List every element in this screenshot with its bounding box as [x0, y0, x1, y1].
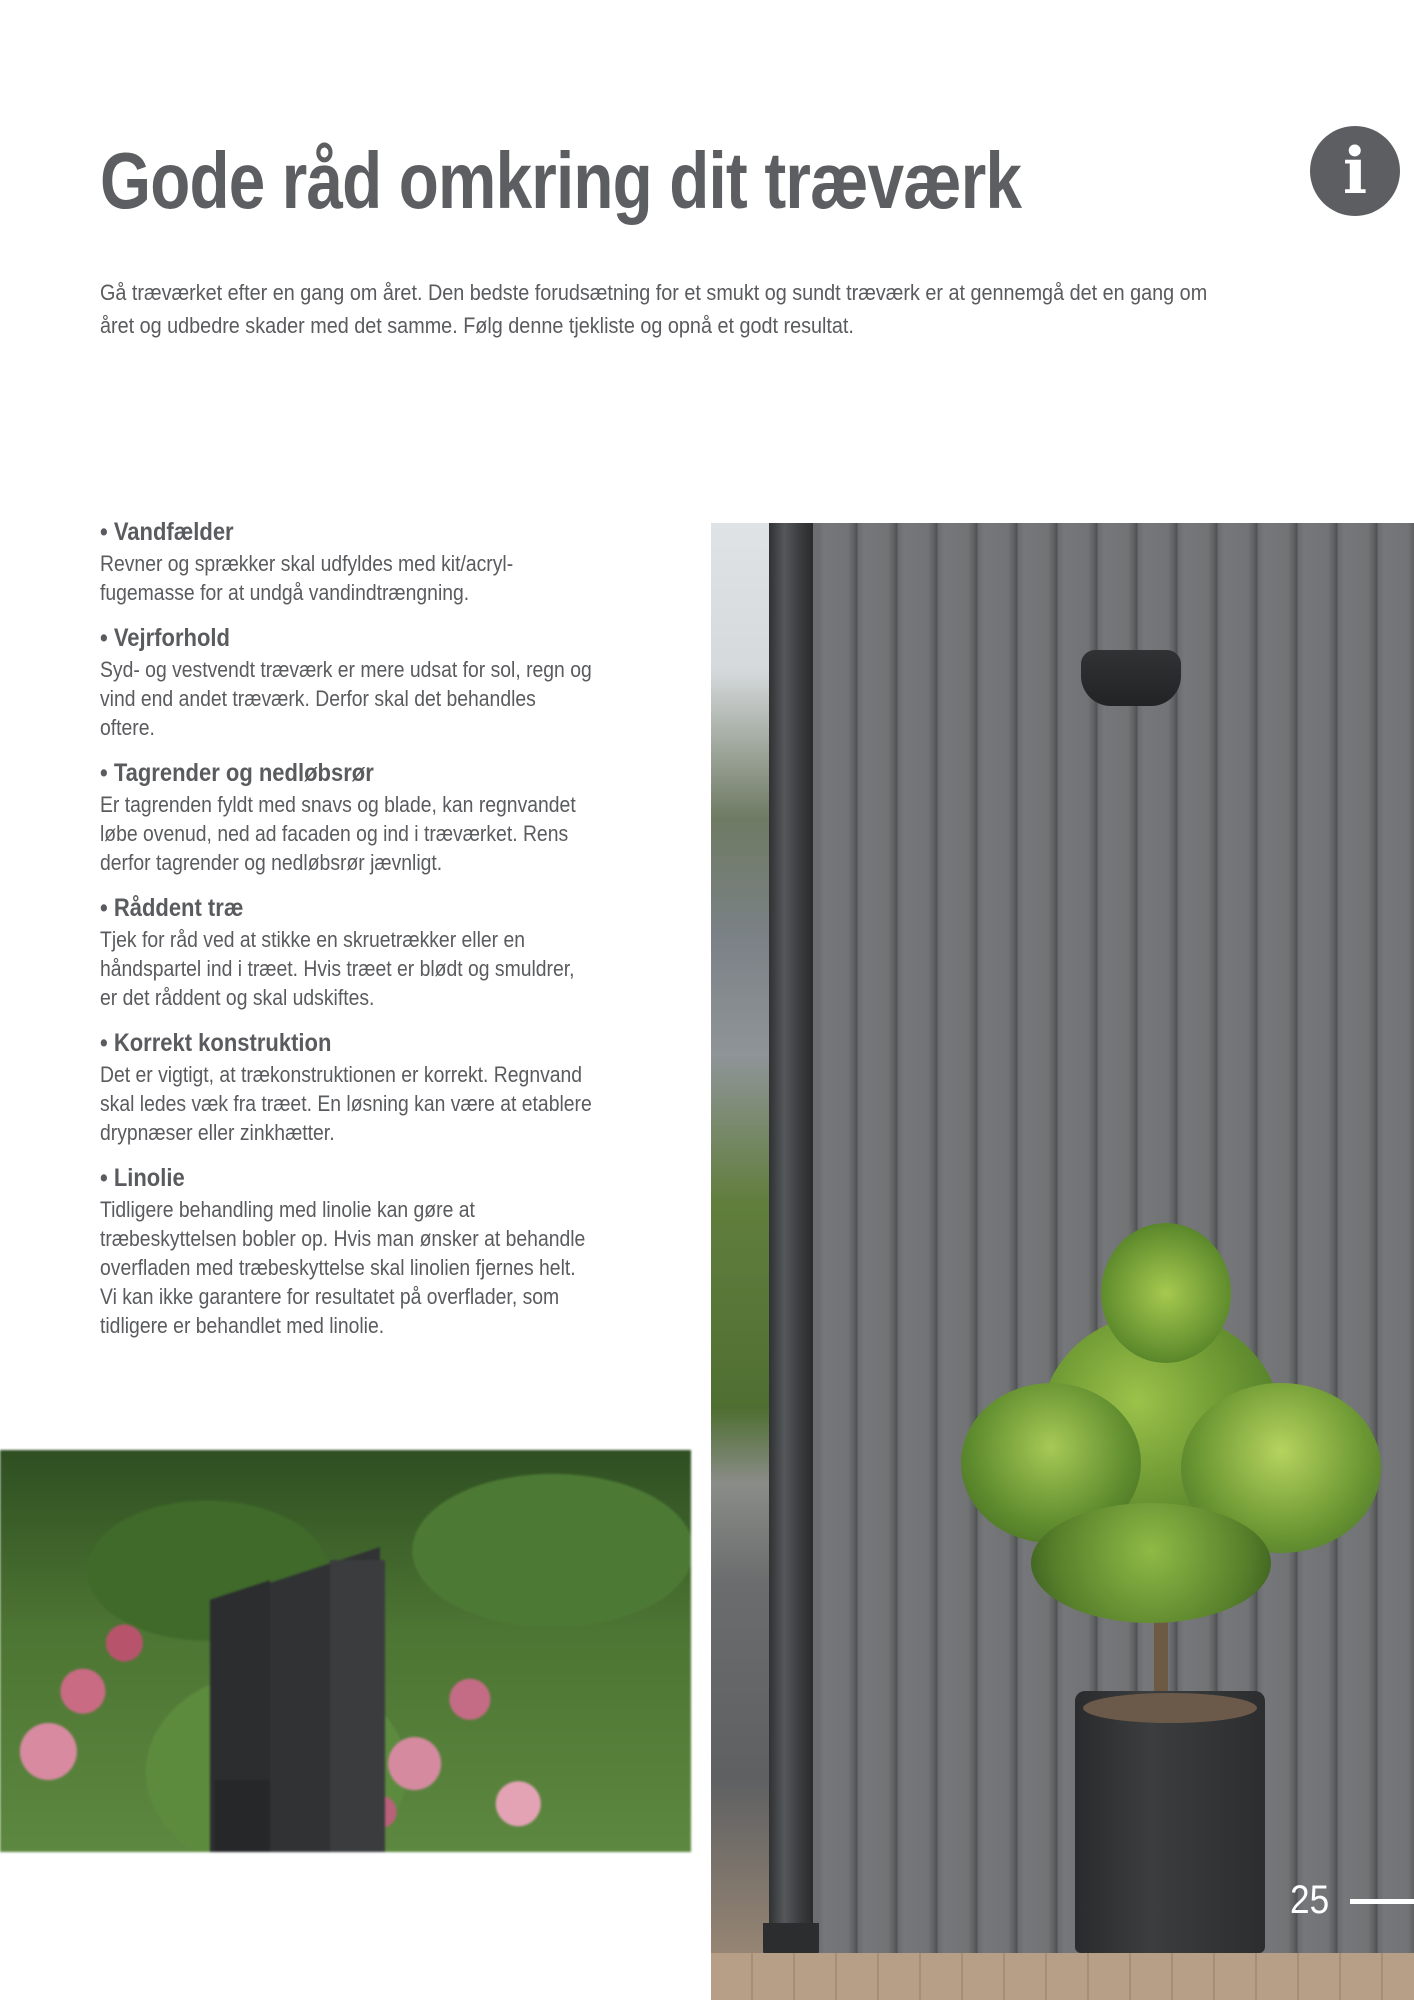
foliage: [1101, 1223, 1231, 1363]
tip-raaddent-trae: [100, 891, 593, 1012]
downpipe: [769, 523, 813, 1933]
garden-fence-photo: [0, 1450, 691, 1852]
tip-body: Revner og sprækker skal udfyldes med kit/acryl-fugemasse for at undgå vandindtrængning.: [100, 551, 514, 605]
info-icon: i: [1310, 126, 1400, 216]
pot-soil: [1083, 1693, 1257, 1723]
wood-deck: [711, 1953, 1414, 2000]
background-houses: [711, 523, 776, 2000]
tip-heading: • Tagrender og nedløbsrør: [100, 759, 374, 787]
facade-photo: [711, 523, 1414, 2000]
tip-heading: • Korrekt konstruktion: [100, 1029, 332, 1057]
tip-heading: • Linolie: [100, 1164, 185, 1192]
page-number-rule: [1350, 1899, 1414, 1904]
tip-heading: • Råddent træ: [100, 894, 244, 922]
tip-body: Det er vigtigt, at trækonstruktionen er korrekt. Regnvand skal ledes væk fra træet. En løsning kan være at etablere drypnæser eller zinkhætter.: [100, 1062, 592, 1145]
page-number: 25: [1290, 1878, 1330, 1922]
tip-tagrender: [100, 756, 593, 877]
wall-lamp: [1081, 650, 1181, 706]
tip-korrekt-konstruktion: [100, 1026, 593, 1147]
tip-vandfaelder: [100, 515, 593, 607]
tip-body: Tidligere behandling med linolie kan gøre at træbeskyttelsen bobler op. Hvis man ønsker at behandle overfladen med træbeskyttelse skal linolien fjernes helt. Vi kan ikke garantere for resultatet på overflader, som tidligere er behandlet med linolie.: [100, 1197, 586, 1338]
tip-body: Tjek for råd ved at stikke en skruetrækker eller en håndspartel ind i træet. Hvis træet er blødt og smuldrer, er det råddent og skal udskiftes.: [100, 927, 575, 1010]
tip-body: Syd- og vestvendt træværk er mere udsat for sol, regn og vind end andet træværk. Derfor skal det behandles oftere.: [100, 657, 592, 740]
intro-paragraph: Gå træværket efter en gang om året. Den bedste forudsætning for et smukt og sundt træværk er at gennemgå det en gang om året og udbedre skader med det samme. Følg denne tjekliste og opnå et godt resultat.: [100, 280, 1208, 338]
tip-heading: • Vandfælder: [100, 518, 234, 546]
tip-linolie: [100, 1161, 593, 1340]
fence-board: [215, 1780, 270, 1852]
plant-pot: [1075, 1691, 1265, 1953]
tip-heading: • Vejrforhold: [100, 624, 230, 652]
tips-list: [100, 515, 593, 1354]
foliage: [1031, 1503, 1271, 1623]
tip-vejrforhold: [100, 621, 593, 742]
page-title: Gode råd omkring dit træværk: [100, 136, 1022, 225]
tip-body: Er tagrenden fyldt med snavs og blade, kan regnvandet løbe ovenud, ned ad facaden og ind i træværket. Rens derfor tagrender og nedløbsrør jævnligt.: [100, 792, 576, 875]
fence-rail: [330, 1560, 385, 1852]
